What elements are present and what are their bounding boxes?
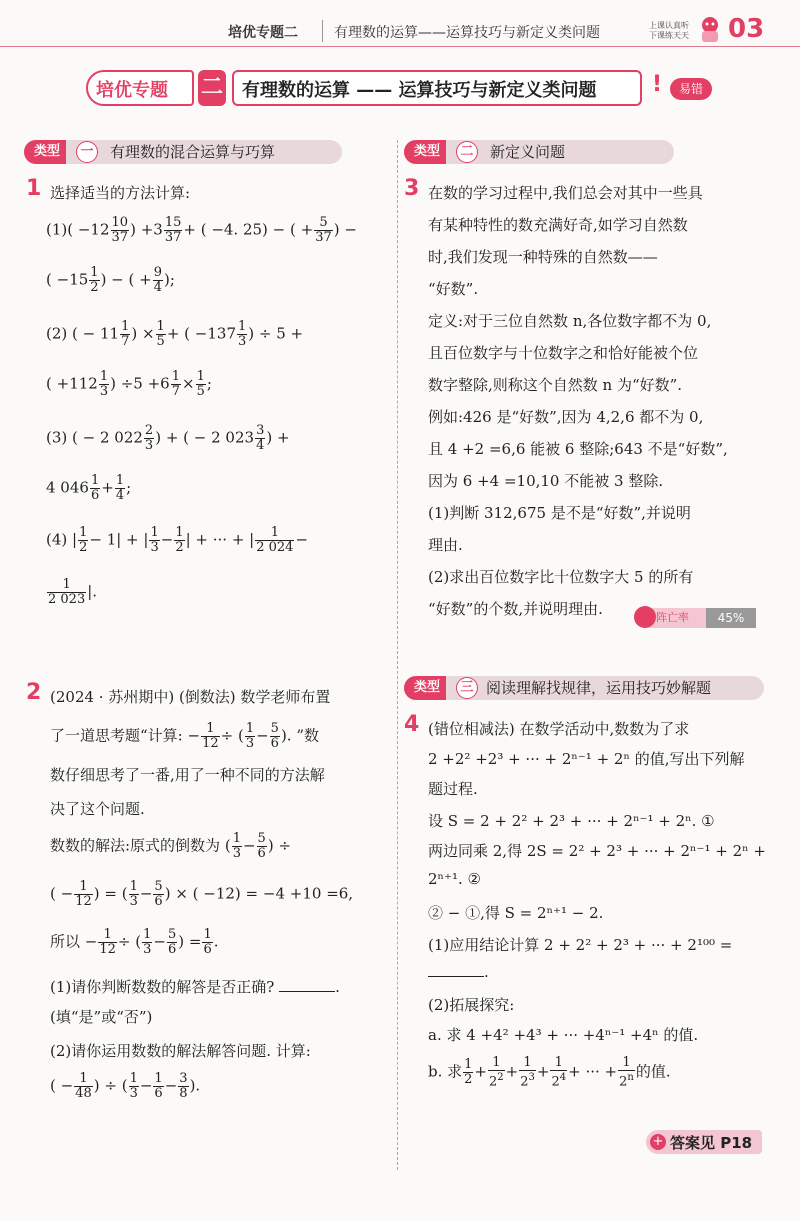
q2-line1: (2024 · 苏州期中) (倒数法) 数学老师布置 xyxy=(50,688,331,706)
header-slogan: 上课认真听 下课练天天 xyxy=(649,21,689,40)
page-number: 03 xyxy=(728,14,765,44)
error-rate-value: 45% xyxy=(706,608,756,628)
header-title: 有理数的运算——运算技巧与新定义类问题 xyxy=(334,25,600,41)
q2-line7: 所以 − $\frac{1}{12}$ ÷ ( $\frac{1}{3}$ − $\frac{5}{6}$ ) = $\frac{1}{6}$ . xyxy=(50,927,219,957)
q1-intro: 选择适当的方法计算: xyxy=(50,184,191,202)
q2-part1: (1)请你判断数数的解答是否正确? . xyxy=(50,978,340,996)
q3-line: 有某种特性的数充满好奇,如学习自然数 xyxy=(428,216,688,234)
easy-mistake-badge: 易错 xyxy=(670,78,712,100)
exclamation-icon: ! xyxy=(652,72,663,97)
banner-number: 二 xyxy=(198,70,226,106)
q2-part2: (2)请你运用数数的解法解答问题. 计算: xyxy=(50,1042,311,1060)
q4-line: 2 +2² +2³ + ··· + 2ⁿ⁻¹ + 2ⁿ 的值,写出下列解 xyxy=(428,750,745,768)
q4-line: (2)拓展探究: xyxy=(428,996,515,1014)
page-header xyxy=(0,0,800,44)
banner-title: 有理数的运算 —— 运算技巧与新定义类问题 xyxy=(242,80,597,101)
error-rate-badge xyxy=(640,608,756,628)
error-rate-label: 阵亡率 xyxy=(640,608,706,628)
q2-line2: 了一道思考题“计算: − $\frac{1}{12}$ ÷ ( $\frac{1}{3}$ − $\frac{5}{6}$ ). ”数 xyxy=(50,721,320,751)
q3-line: (1)判断 312,675 是不是“好数”,并说明 xyxy=(428,504,691,522)
answer-blank[interactable] xyxy=(428,962,484,977)
header-topic: 培优专题二 xyxy=(228,25,298,41)
answer-blank[interactable] xyxy=(279,977,335,992)
section-title: 阅读理解找规律，运用技巧妙解题 xyxy=(486,679,712,697)
banner-label: 培优专题 xyxy=(96,80,168,101)
q3-line: 且百位数字与十位数字之和恰好能被个位 xyxy=(428,344,699,362)
section-number: 三 xyxy=(456,677,478,699)
section-header-2 xyxy=(404,140,764,166)
q2-line5: 数数的解法:原式的倒数为 ( $\frac{1}{3}$ − $\frac{5}{6}$ ) ÷ xyxy=(50,831,292,861)
section-tag: 类型 xyxy=(404,140,446,164)
q3-line: “好数”. xyxy=(428,280,479,298)
q4-line: ② − ①,得 S = 2ⁿ⁺¹ − 2. xyxy=(428,904,604,922)
header-rule xyxy=(0,46,800,47)
topic-banner xyxy=(86,66,703,110)
column-divider xyxy=(397,140,399,1170)
q2-line4: 决了这个问题. xyxy=(50,800,145,818)
q3-line: 例如:426 是“好数”,因为 4,2,6 都不为 0, xyxy=(428,408,704,426)
q1-part3-line2: 4 046 $\frac{1}{6}$ + $\frac{1}{4}$ ; xyxy=(46,473,132,503)
section-number: 二 xyxy=(456,141,478,163)
q3-line: 定义:对于三位自然数 n,各位数字都不为 0, xyxy=(428,312,712,330)
plus-icon: + xyxy=(650,1134,666,1150)
q4-line: a. 求 4 +4² +4³ + ··· +4ⁿ⁻¹ +4ⁿ 的值. xyxy=(428,1026,699,1044)
q2-line6: ( − $\frac{1}{12}$ ) = ( $\frac{1}{3}$ − $\frac{5}{6}$ ) × ( −12) = −4 +10 =6, xyxy=(50,879,354,909)
q4-line: 设 S = 2 + 2² + 2³ + ··· + 2ⁿ⁻¹ + 2ⁿ. ① xyxy=(428,812,715,830)
q4-line: (错位相减法) 在数学活动中,数数为了求 xyxy=(428,720,690,738)
banner-title-box xyxy=(232,70,642,106)
answer-page: 答案见 P18 xyxy=(670,1134,753,1152)
section-header-3 xyxy=(404,676,774,702)
q2-line3: 数仔细思考了一番,用了一种不同的方法解 xyxy=(50,766,325,784)
q4-line: (1)应用结论计算 2 + 2² + 2³ + ··· + 2¹⁰⁰ = xyxy=(428,936,733,954)
header-separator xyxy=(322,20,323,42)
section-title: 新定义问题 xyxy=(490,143,566,161)
mascot-icon xyxy=(698,16,722,44)
section-header-1 xyxy=(24,140,384,166)
question-number: 2 xyxy=(26,680,42,705)
question-number: 3 xyxy=(404,176,420,201)
q1-part2-line2: ( +112 $\frac{1}{3}$ ) ÷5 +6 $\frac{1}{7}$ × $\frac{1}{5}$ ; xyxy=(46,369,212,399)
question-number: 1 xyxy=(26,176,42,201)
answer-reference xyxy=(646,1130,762,1154)
q4-line-b: b. 求 $\frac{1}{2}$ + $\frac{1}{2^2}$ + $\frac{1}{2^3}$ + $\frac{1}{2^4}$ + ··· + $\frac{1}{2^n}$ 的值. xyxy=(428,1055,671,1090)
q1-part1-line2: ( −15 $\frac{1}{2}$ ) − ( + $\frac{9}{4}$ ); xyxy=(46,265,175,295)
q4-line: 题过程. xyxy=(428,780,478,798)
q3-line: 且 4 +2 =6,6 能被 6 整除;643 不是“好数”, xyxy=(428,440,728,458)
heart-icon xyxy=(634,606,656,628)
q3-line: 理由. xyxy=(428,536,463,554)
q1-part4-line2: $\frac{1}{2 023}$ |. xyxy=(48,577,98,607)
q2-part1-hint: (填“是”或“否”) xyxy=(50,1008,153,1026)
section-title: 有理数的混合运算与巧算 xyxy=(110,143,276,161)
question-number: 4 xyxy=(404,712,420,737)
q1-part3-line1: (3) ( − 2 022 $\frac{2}{3}$ ) + ( − 2 023 $\frac{3}{4}$ ) + xyxy=(46,423,290,453)
q3-line: 时,我们发现一种特殊的自然数—— xyxy=(428,248,658,266)
q4-line: 两边同乘 2,得 2S = 2² + 2³ + ··· + 2ⁿ⁻¹ + 2ⁿ + xyxy=(428,842,766,860)
section-tag: 类型 xyxy=(404,676,446,700)
q4-blank-line: . xyxy=(428,962,489,981)
q1-part4-line1: (4) | $\frac{1}{2}$ − 1| + | $\frac{1}{3}$ − $\frac{1}{2}$ | + ··· + | $\frac{1}{2 024}$ − xyxy=(46,525,309,555)
q3-line: (2)求出百位数字比十位数字大 5 的所有 xyxy=(428,568,694,586)
q1-part2-line1: (2) ( − 11 $\frac{1}{7}$ ) × $\frac{1}{5}$ + ( −137 $\frac{1}{3}$ ) ÷ 5 + xyxy=(46,319,304,349)
q1-part1-line1: (1)( −12 $\frac{10}{37}$ ) +3 $\frac{15}{37}$ + ( −4. 25) − ( + $\frac{5}{37}$ ) − xyxy=(46,215,357,245)
banner-label-box xyxy=(86,70,194,106)
q3-line: 数字整除,则称这个自然数 n 为“好数”. xyxy=(428,376,683,394)
q3-line: “好数”的个数,并说明理由. xyxy=(428,600,603,618)
q4-line: 2ⁿ⁺¹. ② xyxy=(428,870,481,888)
q2-part2-expr: ( − $\frac{1}{48}$ ) ÷ ( $\frac{1}{3}$ − $\frac{1}{6}$ − $\frac{3}{8}$ ). xyxy=(50,1071,201,1101)
section-number: 一 xyxy=(76,141,98,163)
q3-line: 在数的学习过程中,我们总会对其中一些具 xyxy=(428,184,703,202)
section-tag: 类型 xyxy=(24,140,66,164)
q3-line: 因为 6 +4 =10,10 不能被 3 整除. xyxy=(428,472,664,490)
